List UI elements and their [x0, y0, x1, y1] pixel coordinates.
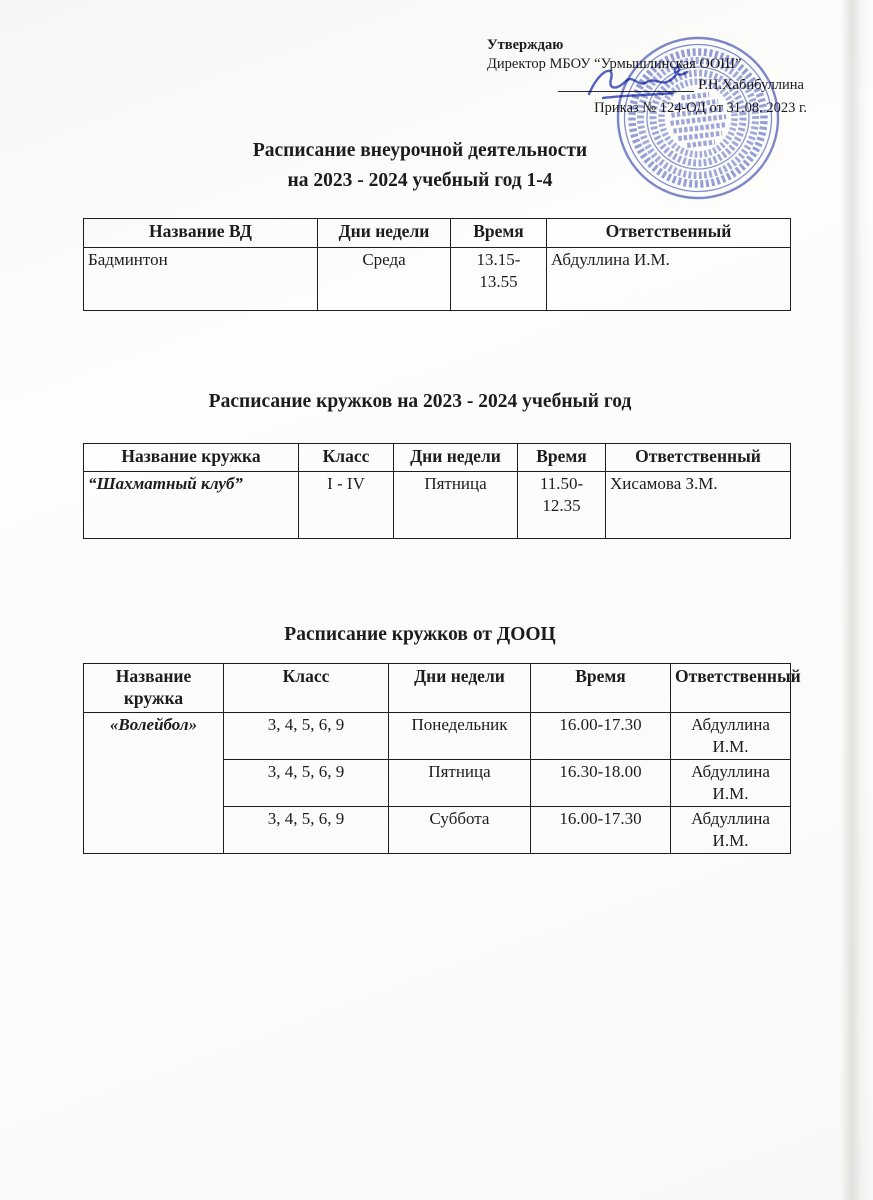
- column-header: Дни недели: [389, 664, 531, 713]
- column-header: Дни недели: [318, 219, 451, 248]
- cell-responsible: Хисамова З.М.: [606, 472, 791, 539]
- column-header-line2: кружка: [123, 688, 184, 708]
- column-header: Название кружка: [84, 444, 299, 472]
- column-header: Ответственный: [671, 664, 791, 713]
- cell-time-line1: 11.50-: [539, 474, 584, 493]
- section-title-dooc: Расписание кружков от ДООЦ: [284, 624, 556, 645]
- column-header: Время: [451, 219, 547, 248]
- column-header: [84, 664, 224, 713]
- table-clubs-header-row: [84, 444, 791, 472]
- cell-responsible: Абдуллина И.М.: [671, 760, 791, 807]
- table-row: [84, 472, 791, 539]
- cell-responsible: Абдуллина И.М.: [671, 713, 791, 760]
- cell-responsible: Абдуллина И.М.: [547, 248, 791, 311]
- column-header: Время: [518, 444, 606, 472]
- table-dooc-header-row: [84, 664, 791, 713]
- column-header: Класс: [224, 664, 389, 713]
- table-row: [84, 713, 791, 760]
- cell-activity-name: Бадминтон: [84, 248, 318, 311]
- cell-class: I - IV: [299, 472, 394, 539]
- section-title-clubs: Расписание кружков на 2023 - 2024 учебный год: [208, 391, 632, 412]
- paper-edge-shadow: [840, 0, 870, 1200]
- cell-time: 16.00-17.30: [531, 713, 671, 760]
- table-dooc: [83, 663, 801, 854]
- page-title-line2: на 2023 - 2024 учебный год 1-4: [287, 170, 553, 191]
- cell-day: Суббота: [389, 807, 531, 854]
- order-number-line: Приказ № 124-ОД от 31.08. 2023 г.: [594, 100, 807, 116]
- cell-day: Понедельник: [389, 713, 531, 760]
- cell-time-line2: 13.55: [479, 272, 518, 291]
- cell-time: 16.00-17.30: [531, 807, 671, 854]
- cell-time-line1: 13.15-: [476, 250, 521, 269]
- column-header: Класс: [299, 444, 394, 472]
- cell-club-name: «Волейбол»: [84, 713, 224, 854]
- column-header-line1: Название: [115, 666, 192, 686]
- column-header: Дни недели: [394, 444, 518, 472]
- column-header: Ответственный: [606, 444, 791, 472]
- signature-name: Р.Н.Хабибуллина: [698, 77, 804, 93]
- cell-day: Пятница: [389, 760, 531, 807]
- table-vd: [83, 218, 791, 311]
- cell-day: Пятница: [394, 472, 518, 539]
- cell-time: [518, 472, 606, 539]
- cell-responsible: Абдуллина И.М.: [671, 807, 791, 854]
- director-line: Директор МБОУ “Урмышлинская ООШ”: [487, 56, 742, 72]
- cell-class: 3, 4, 5, 6, 9: [224, 807, 389, 854]
- approval-heading: Утверждаю: [487, 37, 564, 53]
- table-clubs: [83, 443, 791, 539]
- cell-club-name: “Шахматный клуб”: [84, 472, 299, 539]
- column-header: Ответственный: [547, 219, 791, 248]
- table-row: [84, 248, 791, 311]
- cell-time-line2: 12.35: [542, 496, 581, 515]
- page-title-line1: Расписание внеурочной деятельности: [252, 140, 588, 161]
- table-vd-header-row: [84, 219, 791, 248]
- page-title: [60, 136, 780, 196]
- cell-class: 3, 4, 5, 6, 9: [224, 760, 389, 807]
- cell-time: 16.30-18.00: [531, 760, 671, 807]
- column-header: Время: [531, 664, 671, 713]
- cell-time: [451, 248, 547, 311]
- cell-day: Среда: [318, 248, 451, 311]
- cell-class: 3, 4, 5, 6, 9: [224, 713, 389, 760]
- column-header: Название ВД: [84, 219, 318, 248]
